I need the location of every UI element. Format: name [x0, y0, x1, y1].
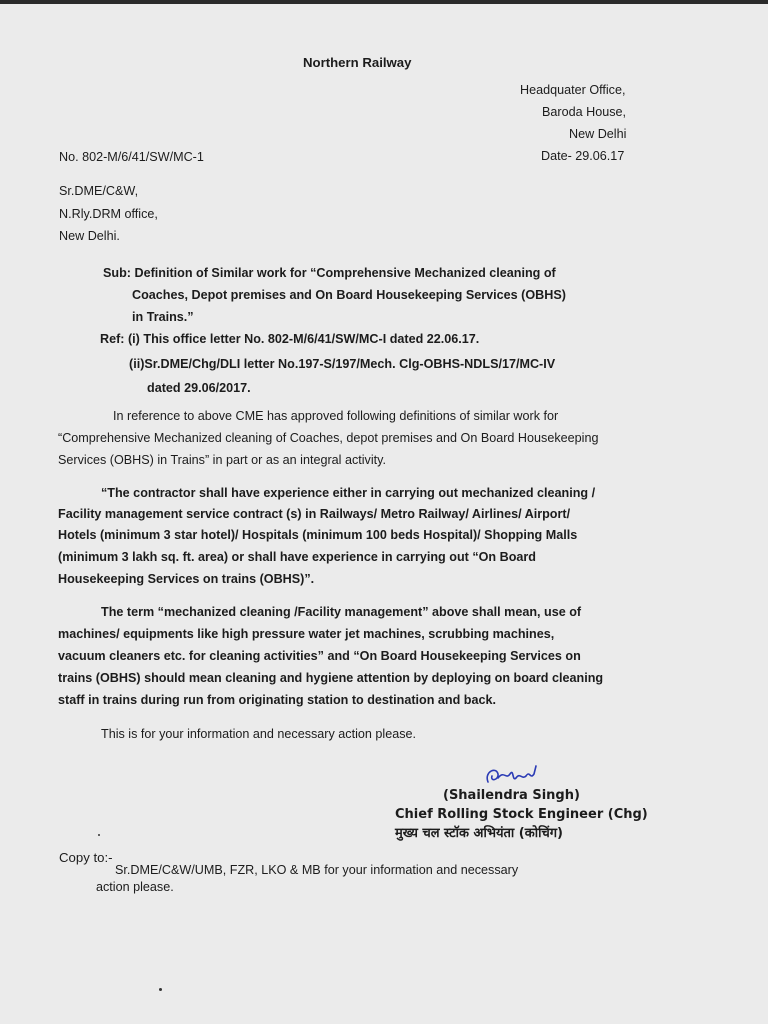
subject-line-3: in Trains.”: [132, 310, 194, 324]
address-line-2: Baroda House,: [542, 105, 627, 119]
signatory-title-hindi: मुख्य चल स्टॉक अभियंता (कोचिंग): [395, 826, 563, 841]
para2-line-5: Housekeeping Services on trains (OBHS)”.: [58, 572, 315, 586]
para3-line-1: The term “mechanized cleaning /Facility management” above shall mean, use of: [101, 605, 582, 619]
para3-line-3: vacuum cleaners etc. for cleaning activities” and “On Board Housekeeping Services on: [58, 649, 581, 663]
signatory-title: Chief Rolling Stock Engineer (Chg): [395, 807, 648, 822]
subject-line-2: Coaches, Depot premises and On Board Housekeeping Services (OBHS): [132, 288, 566, 302]
para2-line-2: Facility management service contract (s) in Railways/ Metro Railway/ Airlines/ Airport/: [58, 507, 571, 521]
para2-line-4: (minimum 3 lakh sq. ft. area) or shall have experience in carrying out “On Board: [58, 550, 536, 564]
reference-number: No. 802-M/6/41/SW/MC-1: [59, 150, 204, 164]
scan-speck: [98, 834, 100, 836]
address-line-3: New Delhi: [569, 127, 627, 141]
copy-to-line-1: Sr.DME/C&W/UMB, FZR, LKO & MB for your information and necessary: [115, 863, 519, 877]
signatory-name: (Shailendra Singh): [443, 788, 580, 803]
recipient-line-1: Sr.DME/C&W,: [59, 184, 139, 198]
address-line-1: Headquater Office,: [520, 83, 626, 97]
para3-line-4: trains (OBHS) should mean cleaning and hygiene attention by deploying on board cleaning: [58, 671, 604, 685]
copy-to-label: Copy to:-: [59, 850, 113, 865]
recipient-line-2: N.Rly.DRM office,: [59, 207, 158, 221]
para2-line-3: Hotels (minimum 3 star hotel)/ Hospitals (minimum 100 beds Hospital)/ Shopping Malls: [58, 528, 578, 542]
reference-2: (ii)Sr.DME/Chg/DLI letter No.197-S/197/Mech. Clg-OBHS-NDLS/17/MC-IV: [129, 357, 556, 371]
scan-edge: [0, 0, 768, 4]
para1-line-1: In reference to above CME has approved following definitions of similar work for: [113, 409, 559, 423]
para2-line-1: “The contractor shall have experience either in carrying out mechanized cleaning /: [101, 486, 596, 500]
subject-line-1: Sub: Definition of Similar work for “Comprehensive Mechanized cleaning of: [103, 266, 556, 280]
letter-date: Date- 29.06.17: [541, 149, 625, 163]
copy-to-line-2: action please.: [96, 880, 174, 894]
para1-line-3: Services (OBHS) in Trains” in part or as an integral activity.: [58, 453, 387, 467]
para3-line-2: machines/ equipments like high pressure water jet machines, scrubbing machines,: [58, 627, 555, 641]
para3-line-5: staff in trains during run from originating station to destination and back.: [58, 693, 496, 707]
reference-2-date: dated 29.06/2017.: [147, 381, 251, 395]
para1-line-2: “Comprehensive Mechanized cleaning of Coaches, depot premises and On Board Housekeeping: [58, 431, 599, 445]
closing-line: This is for your information and necessary action please.: [101, 727, 416, 741]
recipient-line-3: New Delhi.: [59, 229, 120, 243]
org-heading: Northern Railway: [303, 55, 412, 70]
scan-speck: [159, 988, 162, 991]
reference-1: Ref: (i) This office letter No. 802-M/6/41/SW/MC-I dated 22.06.17.: [100, 332, 480, 346]
